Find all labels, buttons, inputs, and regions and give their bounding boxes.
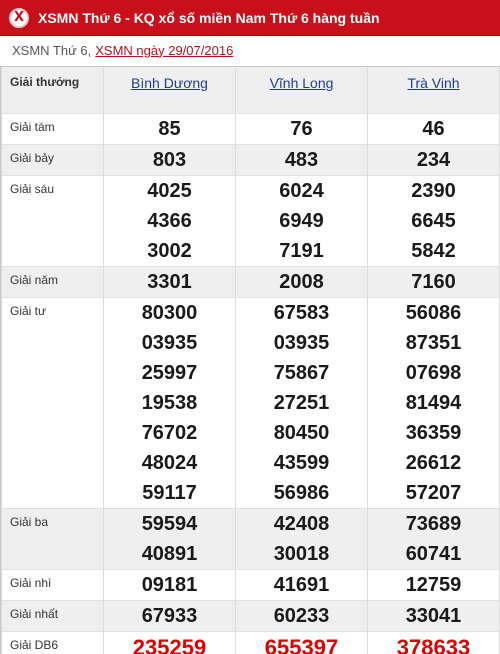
prize-number: 7191 <box>279 239 324 262</box>
header-title: XSMN Thứ 6 - KQ xổ số miền Nam Thứ 6 hàng tuần <box>38 9 380 26</box>
prize-cell <box>368 569 500 600</box>
prize-cell <box>104 113 236 144</box>
prize-number: 7160 <box>411 270 456 293</box>
prize-number: 43599 <box>273 451 330 474</box>
breadcrumb-date-link[interactable]: XSMN ngày 29/07/2016 <box>95 42 234 58</box>
prize-label: Giải nhì <box>2 569 104 600</box>
prize-number: 19538 <box>141 391 198 414</box>
prize-row <box>2 266 500 297</box>
prize-number: 12759 <box>405 573 462 596</box>
prize-label: Giải nhất <box>2 600 104 631</box>
prize-number: 03935 <box>273 331 330 354</box>
prize-row <box>2 144 500 175</box>
special-prize-number: 235259 <box>132 634 207 654</box>
prize-number: 33041 <box>405 604 462 627</box>
prize-number: 6024 <box>279 179 324 202</box>
prize-number: 2008 <box>279 270 324 293</box>
prize-number: 67583 <box>273 301 330 324</box>
prize-number: 42408 <box>273 512 330 535</box>
prize-number: 56086 <box>405 301 462 324</box>
prize-number: 60741 <box>405 542 462 565</box>
prize-number: 03935 <box>141 331 198 354</box>
province-header-tra-vinh <box>368 67 500 113</box>
prize-number: 3002 <box>147 239 192 262</box>
prize-cell <box>236 113 368 144</box>
prize-cell <box>104 600 236 631</box>
prize-label: Giải DB6 <box>2 631 104 654</box>
prize-cell <box>104 266 236 297</box>
prize-row <box>2 631 500 654</box>
prize-cell <box>104 297 236 508</box>
prize-cell <box>104 631 236 654</box>
prize-cell <box>368 508 500 569</box>
prize-number: 67933 <box>141 604 198 627</box>
prize-cell <box>368 266 500 297</box>
prize-cell <box>104 569 236 600</box>
prize-label: Giải sáu <box>2 175 104 266</box>
prize-number: 60233 <box>273 604 330 627</box>
prize-cell <box>236 144 368 175</box>
prize-label: Giải tám <box>2 113 104 144</box>
prize-row <box>2 175 500 266</box>
prize-cell <box>236 508 368 569</box>
prize-number: 4366 <box>147 209 192 232</box>
results-table-wrapper <box>0 66 500 654</box>
prize-number: 81494 <box>405 391 462 414</box>
prize-cell <box>236 297 368 508</box>
prize-number: 76702 <box>141 421 198 444</box>
prize-cell <box>236 631 368 654</box>
prize-number: 4025 <box>147 179 192 202</box>
prize-number: 2390 <box>411 179 456 202</box>
prize-label: Giải ba <box>2 508 104 569</box>
prize-number: 80300 <box>141 301 198 324</box>
prize-number: 87351 <box>405 331 462 354</box>
prize-row <box>2 113 500 144</box>
prize-number: 27251 <box>273 391 330 414</box>
prize-number: 09181 <box>141 573 198 596</box>
prize-number: 26612 <box>405 451 462 474</box>
prize-number: 483 <box>284 148 319 171</box>
province-link-tra-vinh[interactable]: Trà Vinh <box>407 75 460 91</box>
prize-number: 3301 <box>147 270 192 293</box>
province-header-binh-duong <box>104 67 236 113</box>
breadcrumb-prefix: XSMN Thứ 6, <box>12 42 92 58</box>
prize-cell <box>104 175 236 266</box>
page-header <box>0 0 500 36</box>
prize-number: 41691 <box>273 573 330 596</box>
province-link-binh-duong[interactable]: Bình Dương <box>131 75 208 91</box>
prize-number: 85 <box>158 117 181 140</box>
xs-logo-icon: X <box>9 8 29 28</box>
prize-row <box>2 508 500 569</box>
prize-label: Giải năm <box>2 266 104 297</box>
prize-label: Giải bảy <box>2 144 104 175</box>
prize-number: 76 <box>290 117 313 140</box>
prize-row <box>2 569 500 600</box>
prize-number: 59117 <box>142 481 197 504</box>
prize-cell <box>368 113 500 144</box>
prize-number: 30018 <box>273 542 330 565</box>
prize-column-header: Giải thưởng <box>2 67 104 113</box>
prize-number: 57207 <box>405 481 462 504</box>
special-prize-number: 378633 <box>396 634 471 654</box>
prize-number: 59594 <box>141 512 198 535</box>
prize-number: 25997 <box>141 361 198 384</box>
prize-row <box>2 297 500 508</box>
prize-number: 803 <box>152 148 187 171</box>
prize-number: 6949 <box>279 209 324 232</box>
prize-number: 6645 <box>411 209 456 232</box>
prize-cell <box>368 144 500 175</box>
prize-cell <box>368 600 500 631</box>
prize-number: 56986 <box>273 481 330 504</box>
prize-number: 46 <box>422 117 445 140</box>
prize-cell <box>368 297 500 508</box>
prize-label: Giải tư <box>2 297 104 508</box>
table-header-row <box>2 67 500 113</box>
prize-number: 40891 <box>141 542 198 565</box>
prize-cell <box>104 508 236 569</box>
prize-cell <box>236 600 368 631</box>
prize-number: 234 <box>416 148 451 171</box>
prize-cell <box>368 631 500 654</box>
prize-cell <box>104 144 236 175</box>
prize-row <box>2 600 500 631</box>
prize-number: 73689 <box>405 512 462 535</box>
results-table <box>1 67 500 654</box>
prize-number: 48024 <box>141 451 198 474</box>
prize-number: 75867 <box>273 361 330 384</box>
prize-number: 5842 <box>411 239 456 262</box>
special-prize-number: 655397 <box>264 634 339 654</box>
prize-number: 07698 <box>405 361 462 384</box>
province-link-vinh-long[interactable]: Vĩnh Long <box>269 75 334 91</box>
prize-cell <box>236 175 368 266</box>
prize-cell <box>236 569 368 600</box>
prize-number: 36359 <box>405 421 462 444</box>
prize-cell <box>368 175 500 266</box>
prize-rows <box>2 113 500 654</box>
prize-cell <box>236 266 368 297</box>
prize-number: 80450 <box>273 421 330 444</box>
province-header-vinh-long <box>236 67 368 113</box>
breadcrumb <box>0 36 500 64</box>
